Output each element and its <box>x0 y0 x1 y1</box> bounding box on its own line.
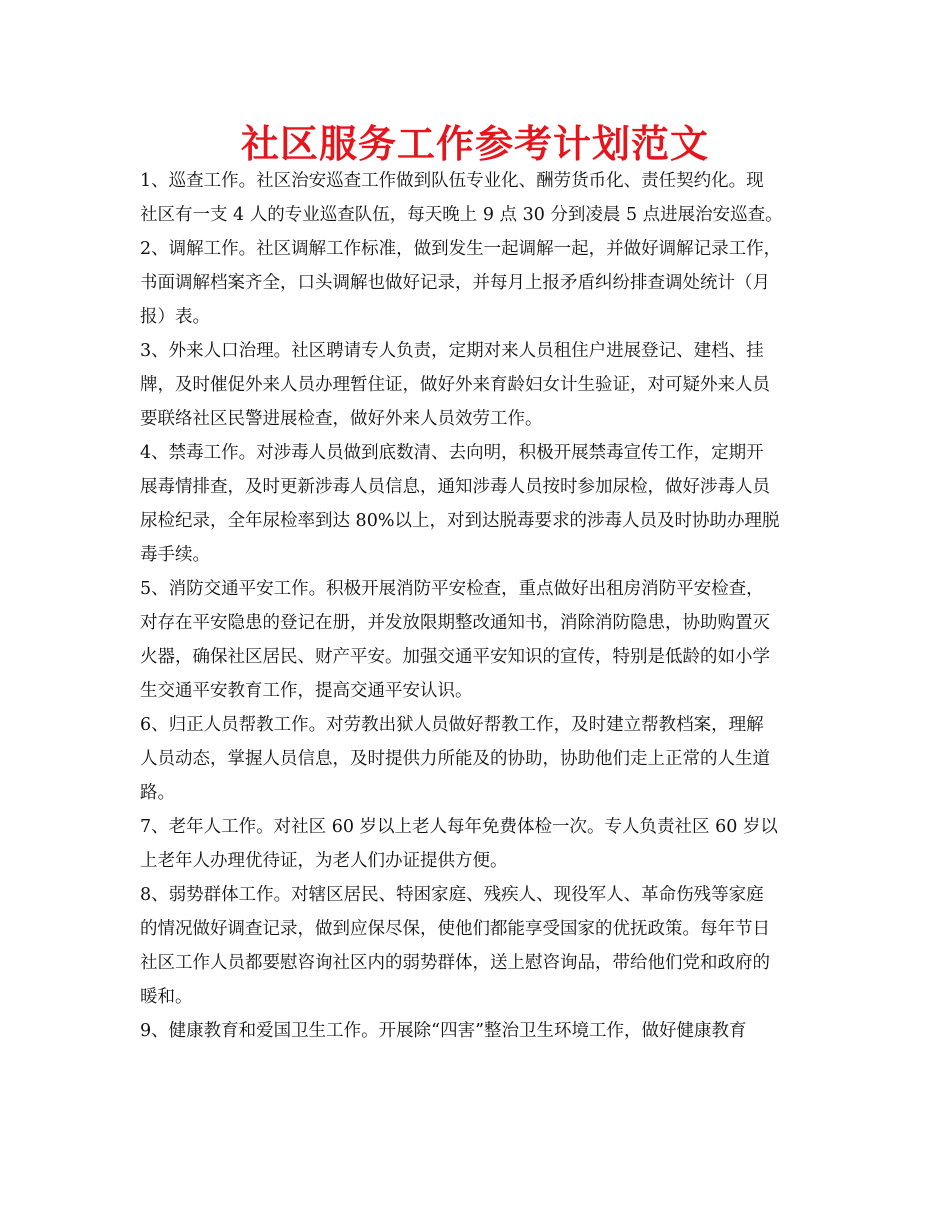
text-line: 7、老年人工作。对社区 60 岁以上老人每年免费体检一次。专人负责社区 60 岁以 <box>140 817 778 837</box>
text-line: 8、弱势群体工作。对辖区居民、特困家庭、残疾人、现役军人、革命伤残等家庭 <box>140 885 764 905</box>
text-line: 书面调解档案齐全，口头调解也做好记录，并每月上报矛盾纠纷排查调处统计（月 <box>140 273 770 293</box>
text-line: 5、消防交通平安工作。积极开展消防平安检查，重点做好出租房消防平安检查， <box>140 579 764 599</box>
text-line: 2、调解工作。社区调解工作标准，做到发生一起调解一起，并做好调解记录工作， <box>140 239 782 259</box>
text-line: 社区工作人员都要慰咨询社区内的弱势群体，送上慰咨询品，带给他们党和政府的 <box>140 953 770 973</box>
text-line: 4、禁毒工作。对涉毒人员做到底数清、去向明，积极开展禁毒宣传工作，定期开 <box>140 443 764 463</box>
text-line: 火器，确保社区居民、财产平安。加强交通平安知识的宣传，特别是低龄的如小学 <box>140 647 770 667</box>
text-line: 生交通平安教育工作，提高交通平安认识。 <box>140 681 473 701</box>
text-line: 3、外来人口治理。社区聘请专人负责，定期对来人员租住户进展登记、建档、挂 <box>140 341 764 361</box>
text-line: 展毒情排查，及时更新涉毒人员信息，通知涉毒人员按时参加尿检，做好涉毒人员 <box>140 477 770 497</box>
text-line: 1、巡查工作。社区治安巡查工作做到队伍专业化、酬劳货币化、责任契约化。现 <box>140 171 764 191</box>
text-line: 路。 <box>140 783 175 803</box>
text-line: 要联络社区民警进展检查，做好外来人员效劳工作。 <box>140 409 543 429</box>
text-line: 社区有一支 4 人的专业巡查队伍，每天晚上 9 点 30 分到凌晨 5 点进展治安巡查。 <box>140 205 783 225</box>
text-line: 人员动态，掌握人员信息，及时提供力所能及的协助，协助他们走上正常的人生道 <box>140 749 770 769</box>
text-line: 尿检纪录，全年尿检率到达 80%以上，对到达脱毒要求的涉毒人员及时协助办理脱 <box>140 511 780 531</box>
text-line: 暖和。 <box>140 987 193 1007</box>
text-line: 上老年人办理优待证，为老人们办证提供方便。 <box>140 851 508 871</box>
text-line: 的情况做好调查记录，做到应保尽保，使他们都能享受国家的优抚政策。每年节日 <box>140 919 770 939</box>
text-line: 毒手续。 <box>140 545 210 565</box>
page-title: 社区服务工作参考计划范文 <box>240 122 709 166</box>
text-line: 牌，及时催促外来人员办理暂住证，做好外来育龄妇女计生验证，对可疑外来人员 <box>140 375 770 395</box>
text-line: 报）表。 <box>140 307 210 327</box>
text-line: 对存在平安隐患的登记在册，并发放限期整改通知书，消除消防隐患，协助购置灭 <box>140 613 770 633</box>
text-line: 9、健康教育和爱国卫生工作。开展除“四害”整治卫生环境工作，做好健康教育 <box>140 1021 747 1041</box>
text-line: 6、归正人员帮教工作。对劳教出狱人员做好帮教工作，及时建立帮教档案，理解 <box>140 715 764 735</box>
